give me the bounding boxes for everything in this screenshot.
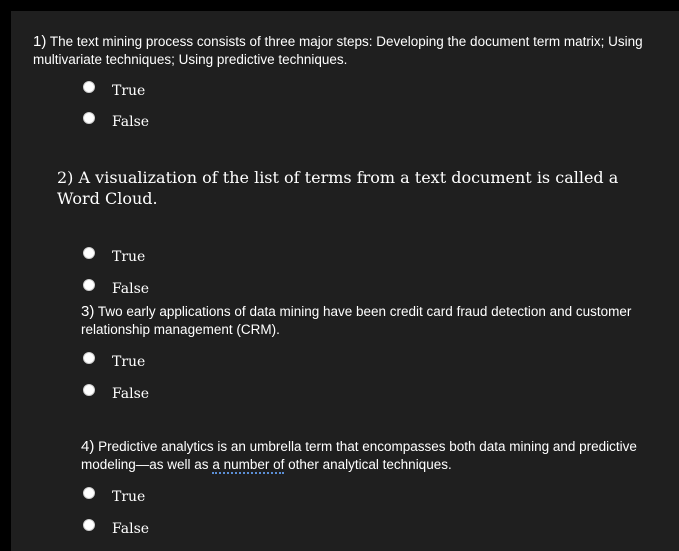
option-label: False (112, 281, 150, 297)
radio-button[interactable] (83, 519, 95, 531)
document-page (11, 11, 679, 551)
question-text: A visualization of the list of terms from a text document is called a Word Cloud. (57, 168, 619, 208)
radio-button[interactable] (83, 81, 95, 93)
question-number: 4) (81, 438, 95, 455)
radio-button[interactable] (83, 352, 95, 364)
question-text: Predictive analytics is an umbrella term that encompasses both data mining and predictive modeling—as well as (81, 439, 637, 472)
option-label: False (112, 521, 150, 537)
question-text: Two early applications of data mining have been credit card fraud detection and customer relationship management (CRM). (81, 304, 632, 337)
radio-button[interactable] (83, 279, 95, 291)
question-4 (81, 438, 656, 474)
radio-button[interactable] (83, 487, 95, 499)
radio-button[interactable] (83, 247, 95, 259)
option-label: True (112, 489, 146, 505)
question-number: 2) (57, 168, 74, 187)
option-label: False (112, 114, 150, 130)
option-label: True (112, 83, 146, 99)
option-label: False (112, 386, 150, 402)
question-text: The text mining process consists of three major steps: Developing the document term matrix; Using multivariate techniques; Using predictive techniques. (33, 34, 643, 67)
question-2 (57, 167, 647, 209)
question-1 (33, 33, 658, 69)
option-label: True (112, 249, 146, 265)
radio-button[interactable] (83, 384, 95, 396)
grammar-marked-phrase: a number of (212, 457, 285, 472)
radio-button[interactable] (83, 112, 95, 124)
question-number: 1) (33, 33, 47, 50)
question-3 (81, 303, 656, 339)
option-label: True (112, 354, 146, 370)
question-text-end: other analytical techniques. (284, 457, 452, 472)
question-number: 3) (81, 303, 95, 320)
